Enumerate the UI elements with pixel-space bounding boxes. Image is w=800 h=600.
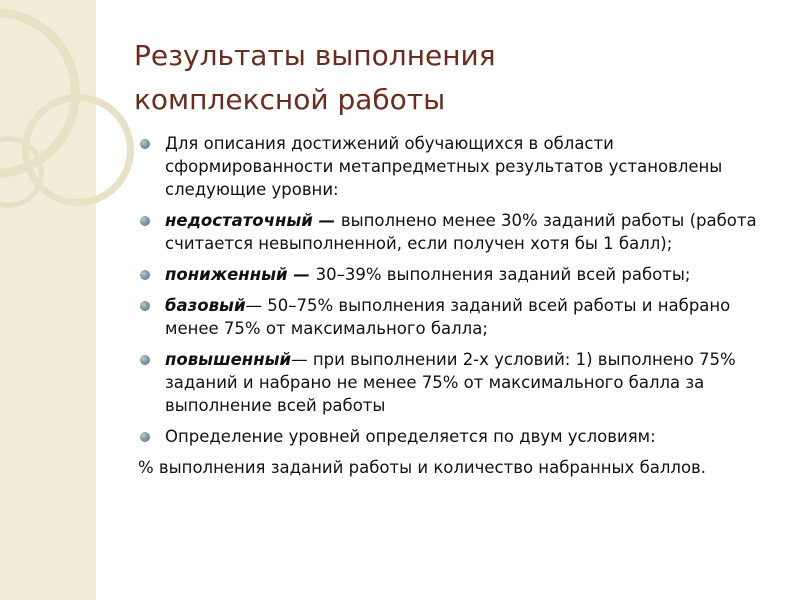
bullet-dot-icon (140, 355, 150, 365)
bullet-text: Определение уровней определяется по двум условиям: (165, 427, 656, 446)
title-line-1: Результаты выполнения (134, 39, 496, 72)
bullet-level-reduced (138, 263, 778, 286)
bullet-dot-icon (140, 301, 150, 311)
slide-title (134, 34, 496, 122)
bullet-text: Для описания достижений обучающихся в области сформированности метапредметных результатов установлены следующие уровни: (165, 134, 723, 199)
bullet-dot-icon (140, 216, 150, 226)
bullet-text: выполнено менее 30% заданий работы (работа считается невыполненной, если получен хотя бы 1 балл); (165, 211, 757, 253)
level-separator: — (287, 265, 316, 284)
level-term: пониженный (165, 265, 288, 284)
bullet-text: 30–39% выполнения заданий всей работы; (315, 265, 691, 284)
bullet-text: при выполнении 2-х условий: 1) выполнено 75% заданий и набрано не менее 75% от максимального балла за выполнение всей работы (165, 350, 736, 415)
level-term: базовый (165, 296, 246, 315)
bullet-dot-icon (140, 139, 150, 149)
slide-content (138, 132, 778, 479)
bullet-level-basic (138, 294, 778, 340)
level-term: повышенный (165, 350, 292, 369)
title-line-2: комплексной работы (134, 83, 446, 116)
level-separator: — (312, 211, 341, 230)
bullet-conditions (138, 425, 778, 448)
bullet-level-insufficient (138, 209, 778, 255)
bullet-text: 50–75% выполнения заданий всей работы и набрано менее 75% от максимального балла; (165, 296, 731, 338)
bullet-dot-icon (140, 432, 150, 442)
bullet-intro (138, 132, 778, 201)
bullet-dot-icon (140, 270, 150, 280)
level-term: недостаточный (165, 211, 313, 230)
trailing-line: % выполнения заданий работы и количество набранных баллов. (138, 458, 707, 477)
level-separator: — (245, 296, 268, 315)
level-separator: — (291, 350, 313, 369)
bullet-level-advanced (138, 348, 778, 417)
bullet-list (138, 132, 778, 448)
